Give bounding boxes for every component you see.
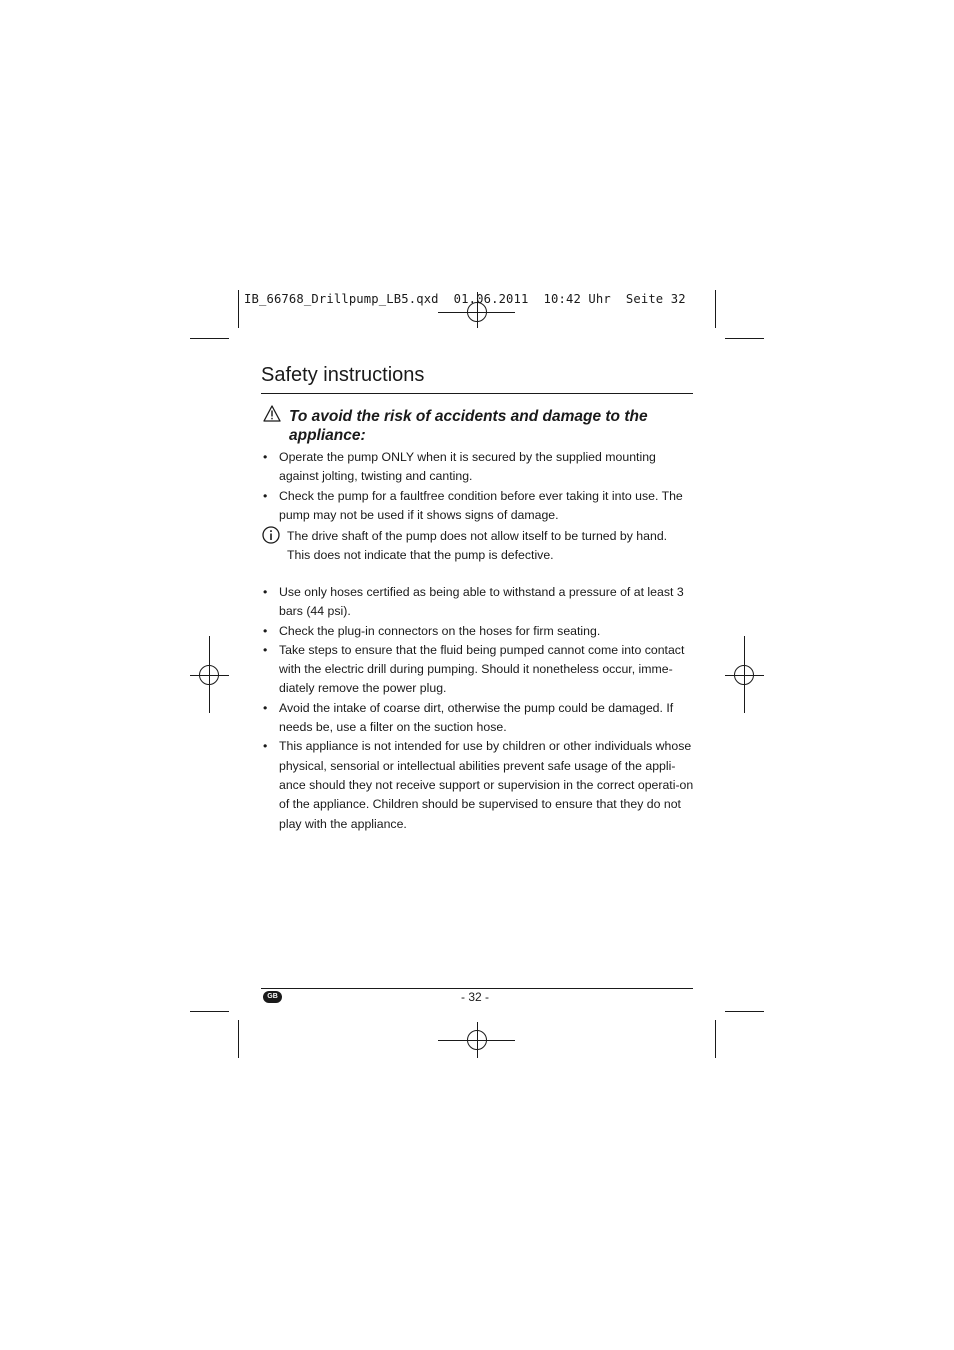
page-number: - 32 -	[461, 990, 490, 1004]
list-item: • This appliance is not intended for use by children or other individuals whose physical, sensorial or intellectual abilities prevent safe usage of the appli-ance should they not receive support or supervision in the correct operati-on of the appliance. Children should be supervised to ensure that they do not play with the appliance.	[263, 739, 694, 831]
section-subheading: To avoid the risk of accidents and damage to the appliance:	[289, 408, 648, 444]
list-item: • Use only hoses certified as being able to withstand a pressure of at least 3 bars (44 psi).	[263, 585, 684, 619]
info-icon	[262, 526, 280, 544]
print-slug-line: IB_66768_Drillpump_LB5.qxd 01.06.2011 10:42 Uhr Seite 32	[244, 292, 686, 306]
list-item: • Take steps to ensure that the fluid being pumped cannot come into contact with the electric drill during pumping. Should it nonetheless occur, imme-diately remove the power plug.	[263, 642, 685, 696]
list-item: • Check the pump for a faultfree condition before ever taking it into use. The pump may not be used if it shows signs of damage.	[263, 488, 683, 522]
footer-divider	[261, 988, 693, 989]
info-note-text: The drive shaft of the pump does not allow itself to be turned by hand. This does not indicate that the pump is defective.	[287, 529, 668, 562]
list-item: • Operate the pump ONLY when it is secured by the supplied mounting against jolting, twisting and canting.	[263, 450, 656, 484]
list-item: • Check the plug-in connectors on the hoses for firm seating.	[263, 623, 601, 638]
safety-list-primary	[261, 448, 697, 525]
safety-list-secondary	[261, 583, 697, 834]
list-item: • Avoid the intake of coarse dirt, otherwise the pump could be damaged. If needs be, use a filter on the suction hose.	[263, 700, 674, 735]
title-divider	[261, 393, 693, 394]
warning-triangle-icon	[263, 405, 281, 422]
gb-badge: GB	[263, 991, 282, 1003]
page-title: Safety instructions	[261, 364, 425, 386]
